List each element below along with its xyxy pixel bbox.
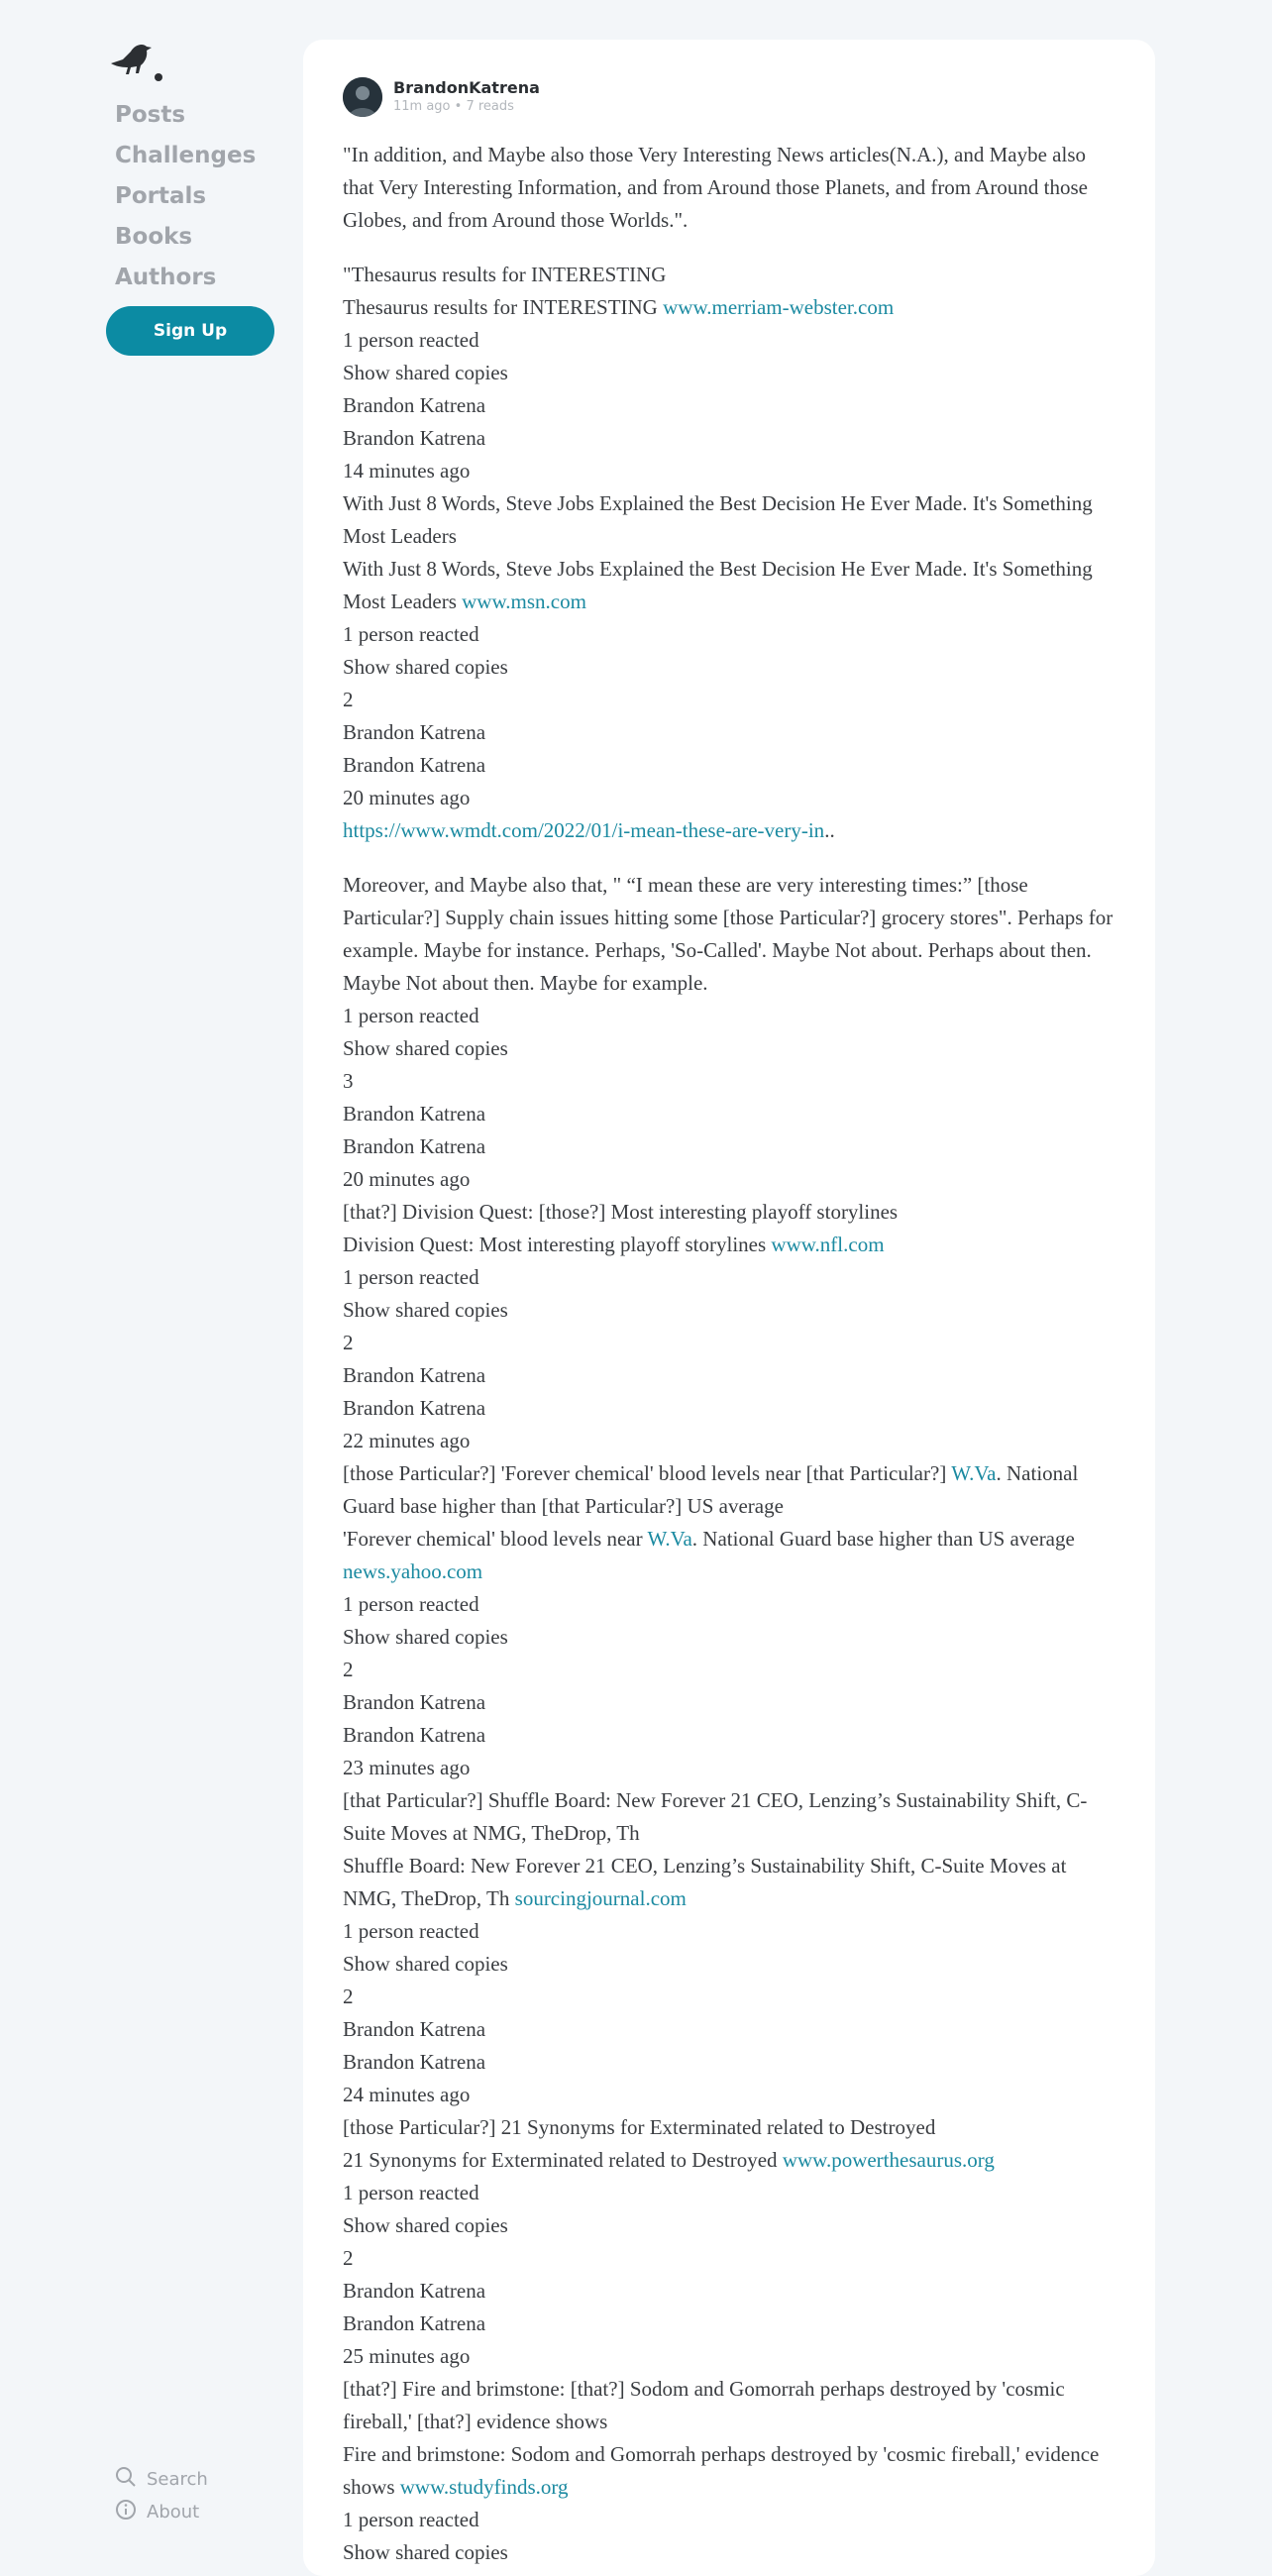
post-line-text: 1 person reacted xyxy=(343,1265,479,1289)
post-line-text: 23 minutes ago xyxy=(343,1756,471,1779)
post-line xyxy=(343,782,1115,814)
post-line-text: [that Particular?] Shuffle Board: New Forever 21 CEO, Lenzing’s Sustainability Shift, C-Suite Moves at NMG, TheDrop, Th xyxy=(343,1788,1088,1845)
post-line-text: 24 minutes ago xyxy=(343,2083,471,2106)
post-line xyxy=(343,1229,1115,1261)
post-line-text: Show shared copies xyxy=(343,1952,508,1976)
post-line-text: 2 xyxy=(343,1331,354,1354)
post-line-text: Brandon Katrena xyxy=(343,2017,486,2041)
post-line-text: [those Particular?] 'Forever chemical' blood levels near [that Particular?] xyxy=(343,1461,952,1485)
post-line-text: 20 minutes ago xyxy=(343,786,471,809)
post-line xyxy=(343,1359,1115,1392)
post-line xyxy=(343,291,1115,324)
bottom-links xyxy=(115,2463,208,2528)
post-line xyxy=(343,357,1115,389)
post-line xyxy=(343,2504,1115,2536)
post-line xyxy=(343,455,1115,487)
search-link[interactable] xyxy=(115,2463,208,2496)
post-line xyxy=(343,2209,1115,2242)
post-line xyxy=(343,1719,1115,1752)
post-line xyxy=(343,1588,1115,1621)
post-line-text: Show shared copies xyxy=(343,361,508,384)
about-link[interactable] xyxy=(115,2496,208,2528)
post-line-text: .. xyxy=(824,818,835,842)
post-line xyxy=(343,1098,1115,1130)
post-line xyxy=(343,749,1115,782)
post-line-text: With Just 8 Words, Steve Jobs Explained the Best Decision He Ever Made. It's Something Most Leaders xyxy=(343,557,1093,613)
post-line xyxy=(343,1130,1115,1163)
post-line xyxy=(343,1065,1115,1098)
post-line-text: Show shared copies xyxy=(343,2540,508,2564)
info-icon xyxy=(115,2499,137,2525)
post-line-text: 14 minutes ago xyxy=(343,459,471,483)
post-line xyxy=(343,1000,1115,1032)
post-line-text: Brandon Katrena xyxy=(343,2311,486,2335)
post-line-text: 2 xyxy=(343,1985,354,2008)
post-line-text: 22 minutes ago xyxy=(343,1429,471,1452)
post-line-text: Brandon Katrena xyxy=(343,1396,486,1420)
post-line xyxy=(343,684,1115,716)
post-line-text: Brandon Katrena xyxy=(343,426,486,450)
post-line-text: Brandon Katrena xyxy=(343,720,486,744)
post-line xyxy=(343,2438,1115,2504)
post-line-text: 1 person reacted xyxy=(343,2508,479,2531)
post-line-text: Shuffle Board: New Forever 21 CEO, Lenzing’s Sustainability Shift, C-Suite Moves at NMG, TheDrop, Th xyxy=(343,1854,1067,1910)
post-line-text: 2 xyxy=(343,2246,354,2270)
post-card xyxy=(303,40,1155,2576)
post-line-text: 1 person reacted xyxy=(343,328,479,352)
post-line xyxy=(343,651,1115,684)
source-link[interactable]: https://www.wmdt.com/2022/01/i-mean-these-are-very-in xyxy=(343,818,825,842)
post-line-text: Brandon Katrena xyxy=(343,1102,486,1126)
post-line-text: [that?] Fire and brimstone: [that?] Sodom and Gomorrah perhaps destroyed by 'cosmic fireball,' [that?] evidence shows xyxy=(343,2377,1065,2433)
post-line-text: 1 person reacted xyxy=(343,1004,479,1027)
author-name[interactable]: BrandonKatrena xyxy=(393,78,540,97)
post-line-text: Brandon Katrena xyxy=(343,393,486,417)
post-body xyxy=(343,139,1115,2576)
search-label: Search xyxy=(147,2469,208,2490)
post-line-text: [that?] Division Quest: [those?] Most interesting playoff storylines xyxy=(343,1200,899,1224)
post-line-text: Brandon Katrena xyxy=(343,753,486,777)
source-link[interactable]: www.msn.com xyxy=(462,590,586,613)
post-line xyxy=(343,1425,1115,1457)
post-line xyxy=(343,2373,1115,2438)
source-link[interactable]: news.yahoo.com xyxy=(343,1559,483,1583)
post-line-text: 1 person reacted xyxy=(343,622,479,646)
post-line xyxy=(343,2242,1115,2275)
post-line-text: With Just 8 Words, Steve Jobs Explained the Best Decision He Ever Made. It's Something Most Leaders xyxy=(343,491,1093,548)
post-line-text: Show shared copies xyxy=(343,1625,508,1649)
post-line-text: Show shared copies xyxy=(343,1298,508,1322)
post-line xyxy=(343,1686,1115,1719)
post-line-text: Fire and brimstone: Sodom and Gomorrah perhaps destroyed by 'cosmic fireball,' evidence shows xyxy=(343,2442,1100,2499)
post-line xyxy=(343,1392,1115,1425)
nav-challenges[interactable]: Challenges xyxy=(115,143,257,168)
main-nav xyxy=(115,95,256,298)
post-line xyxy=(343,1294,1115,1327)
nav-books[interactable]: Books xyxy=(115,224,193,250)
post-line xyxy=(343,1654,1115,1686)
about-label: About xyxy=(147,2502,200,2522)
post-line-text: 3 xyxy=(343,1069,354,1093)
post-line-text: 1 person reacted xyxy=(343,1592,479,1616)
post-line xyxy=(343,1981,1115,2013)
post-line-text: Show shared copies xyxy=(343,2213,508,2237)
post-line-text: Division Quest: Most interesting playoff storylines xyxy=(343,1233,772,1256)
post-line xyxy=(343,1196,1115,1229)
post-line xyxy=(343,553,1115,618)
post-line-text: Brandon Katrena xyxy=(343,1134,486,1158)
post-line xyxy=(343,2079,1115,2111)
post-line-text: Brandon Katrena xyxy=(343,1723,486,1747)
post-line xyxy=(343,1523,1115,1588)
post-line xyxy=(343,1915,1115,1948)
post-meta: 11m ago • 7 reads xyxy=(393,99,514,114)
post-line xyxy=(343,2144,1115,2177)
post-line xyxy=(343,1752,1115,1784)
post-line xyxy=(343,2275,1115,2308)
source-link[interactable]: www.merriam-webster.com xyxy=(663,295,895,319)
post-line xyxy=(343,2013,1115,2046)
post-line xyxy=(343,259,1115,291)
post-line xyxy=(343,2177,1115,2209)
post-line-text: 'Forever chemical' blood levels near xyxy=(343,1527,648,1551)
post-line-text: 20 minutes ago xyxy=(343,1167,471,1191)
source-link[interactable]: www.nfl.com xyxy=(771,1233,885,1256)
post-line xyxy=(343,1850,1115,1915)
source-link[interactable]: www.powerthesaurus.org xyxy=(782,2148,995,2172)
post-line xyxy=(343,1621,1115,1654)
post-line-text: Show shared copies xyxy=(343,1036,508,1060)
post-line xyxy=(343,422,1115,455)
source-link[interactable]: www.studyfinds.org xyxy=(399,2475,569,2499)
post-line-text: 21 Synonyms for Exterminated related to Destroyed xyxy=(343,2148,783,2172)
source-link[interactable]: W.Va xyxy=(647,1527,692,1551)
post-line-text: 1 person reacted xyxy=(343,2181,479,2204)
post-line-text: "Thesaurus results for INTERESTING xyxy=(343,263,667,286)
post-line xyxy=(343,324,1115,357)
post-line-text: Brandon Katrena xyxy=(343,1690,486,1714)
post-line xyxy=(343,1948,1115,1981)
post-paragraph-2 xyxy=(343,259,1115,847)
post-line xyxy=(343,2536,1115,2569)
post-line-text: 2 xyxy=(343,688,354,711)
post-line-text: Brandon Katrena xyxy=(343,1363,486,1387)
post-line-text: Thesaurus results for INTERESTING xyxy=(343,295,664,319)
source-link[interactable]: sourcingjournal.com xyxy=(514,1886,687,1910)
post-line xyxy=(343,2046,1115,2079)
sign-up-button[interactable]: Sign Up xyxy=(106,306,274,356)
post-line xyxy=(343,1784,1115,1850)
post-line xyxy=(343,1327,1115,1359)
post-line-text: . National Guard base higher than [that Particular?] US average xyxy=(343,1461,1079,1518)
post-line xyxy=(343,1457,1115,1523)
post-line-text: 1 person reacted xyxy=(343,1919,479,1943)
post-line xyxy=(343,2308,1115,2340)
post-line-text: Show shared copies xyxy=(343,655,508,679)
post-line xyxy=(343,716,1115,749)
crow-logo-icon[interactable] xyxy=(109,40,164,85)
post-line xyxy=(343,1261,1115,1294)
nav-posts[interactable]: Posts xyxy=(115,102,186,128)
post-header xyxy=(343,77,540,117)
post-line xyxy=(343,487,1115,553)
nav-portals[interactable]: Portals xyxy=(115,183,207,209)
post-line-text: Brandon Katrena xyxy=(343,2279,486,2303)
post-line xyxy=(343,2340,1115,2373)
post-line-text: Brandon Katrena xyxy=(343,2050,486,2074)
post-line-text: . National Guard base higher than US average xyxy=(691,1527,1075,1551)
search-icon xyxy=(115,2466,137,2493)
post-paragraph-1: "In addition, and Maybe also those Very Interesting News articles(N.A.), and Maybe also that Very Interesting Information, and from Around those Planets, and from Around those Globes, and from Around those Worlds.". xyxy=(343,143,1088,232)
post-line-text: 25 minutes ago xyxy=(343,2344,471,2368)
post-line-text: Moreover, and Maybe also that, " “I mean these are very interesting times:” [those Particular?] Supply chain issues hitting some [those Particular?] grocery stores". Perhaps for example. Maybe for instance. Perhaps, 'So-Called'. Maybe Not about. Perhaps about then. Maybe Not about then. Maybe for example. xyxy=(343,873,1113,995)
post-line xyxy=(343,1032,1115,1065)
nav-authors[interactable]: Authors xyxy=(115,265,217,290)
post-line xyxy=(343,618,1115,651)
post-line-text: [those Particular?] 21 Synonyms for Exterminated related to Destroyed xyxy=(343,2115,936,2139)
post-line xyxy=(343,389,1115,422)
avatar[interactable] xyxy=(343,77,382,117)
post-line xyxy=(343,2111,1115,2144)
source-link[interactable]: W.Va xyxy=(951,1461,997,1485)
post-line xyxy=(343,1163,1115,1196)
post-line xyxy=(343,814,1115,847)
sidebar xyxy=(0,0,297,2544)
post-paragraph-3 xyxy=(343,869,1115,2569)
post-line xyxy=(343,869,1115,1000)
post-line-text: 2 xyxy=(343,1658,354,1681)
